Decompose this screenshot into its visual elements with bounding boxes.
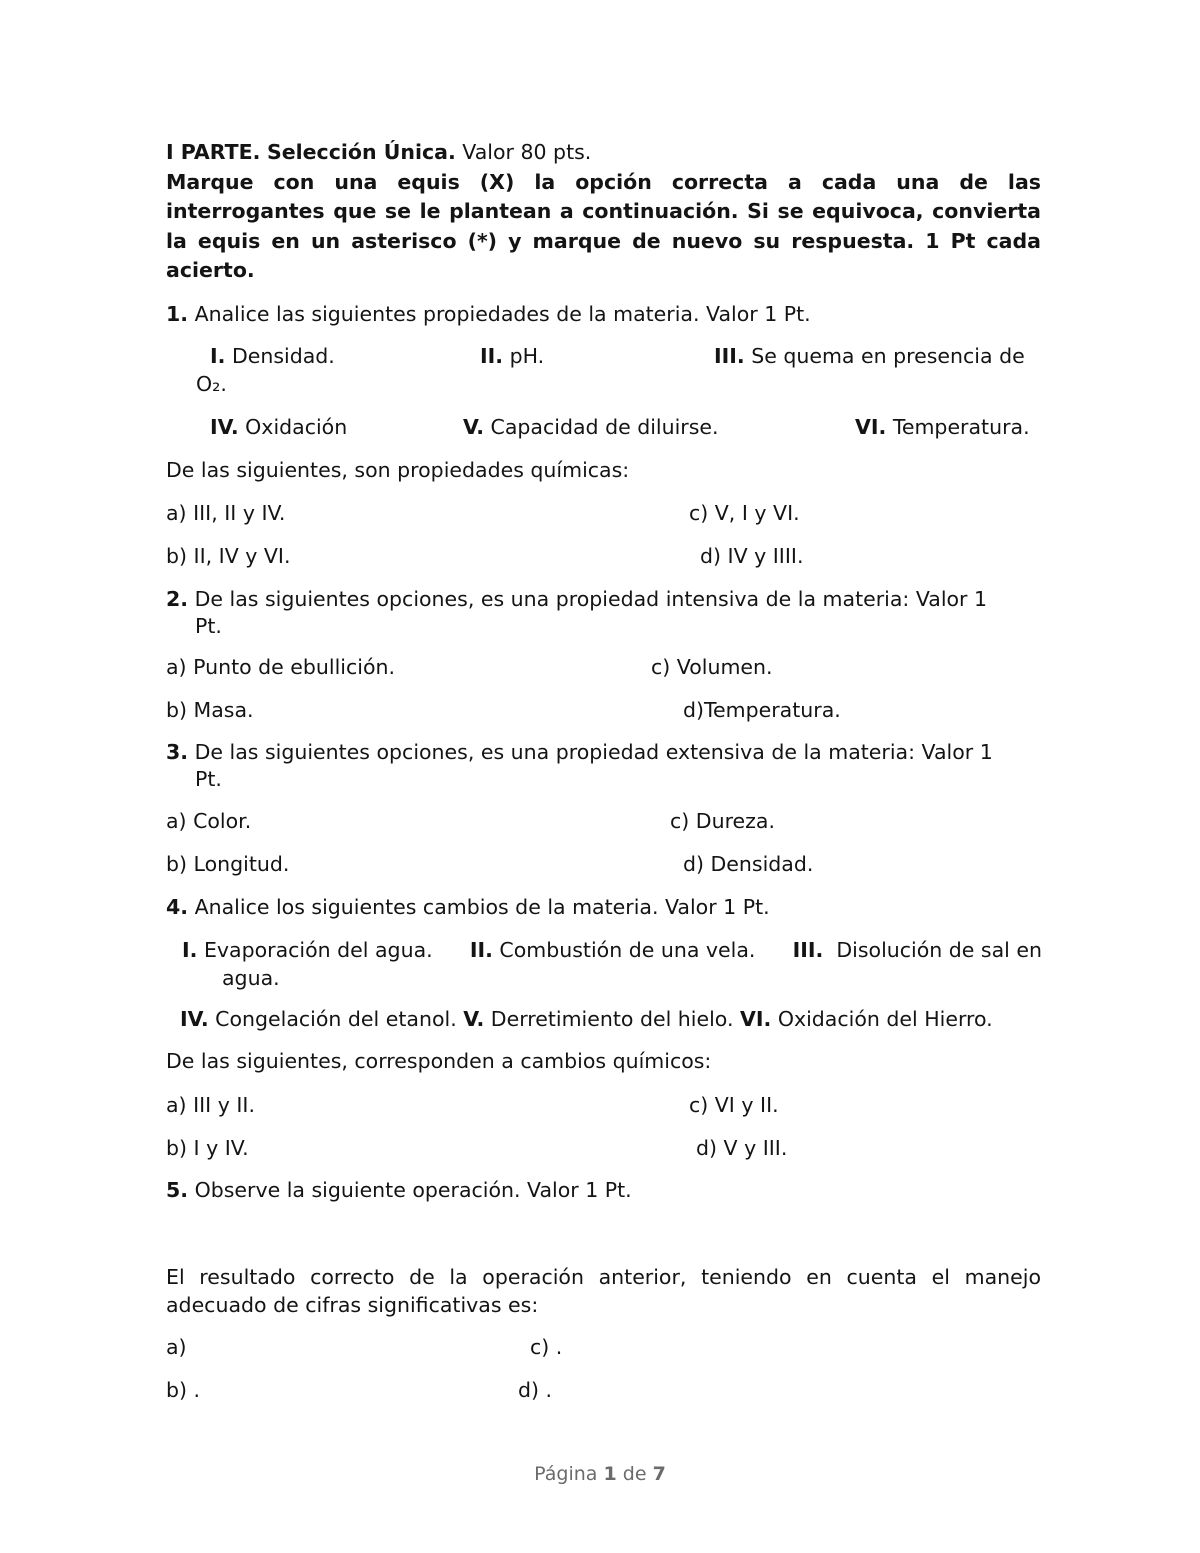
q4-option-b[interactable]: b) I y IV. [166,1136,249,1160]
item-numeral: VI. [855,415,887,439]
q4-items-row-1 [182,936,1042,965]
q4-option-a[interactable]: a) III y II. [166,1093,255,1117]
instructions-line-2: interrogantes que se le plantean a continuación. Si se equivoca, convierta [166,199,1041,223]
q5-result-line-2: adecuado de cifras significativas es: [166,1293,539,1317]
q1-item-2 [480,342,544,371]
q5-result-line-1: El resultado correcto de la operación anterior, teniendo en cuenta el manejo [166,1265,1041,1289]
question-5 [166,1176,632,1205]
q1-item-3-continuation: O₂. [196,372,227,396]
item-numeral: V. [463,1007,485,1031]
part-value: Valor 80 pts. [462,140,592,164]
question-number: 2. [166,587,189,611]
item-text: Oxidación [245,415,348,439]
part-heading [166,138,591,167]
page-footer [0,1463,1200,1485]
question-text: De las siguientes opciones, es una propiedad intensiva de la materia: Valor 1 [194,587,988,611]
item-text: Oxidación del Hierro. [777,1007,993,1031]
question-2-continuation: Pt. [195,614,222,638]
q3-option-b[interactable]: b) Longitud. [166,852,290,876]
question-text: Observe la siguiente operación. Valor 1 Pt. [194,1178,632,1202]
q4-items-row-2 [180,1005,993,1034]
q3-option-a[interactable]: a) Color. [166,809,252,833]
question-1 [166,300,811,329]
item-numeral: VI. [740,1007,772,1031]
part-type: Selección Única. [266,140,456,164]
q4-item-3-continuation: agua. [222,966,280,990]
q3-option-c[interactable]: c) Dureza. [670,809,775,833]
q1-item-3 [714,342,1025,371]
q1-item-5 [463,413,719,442]
instructions-line-4: acierto. [166,258,255,282]
q5-option-a[interactable]: a) [166,1335,187,1359]
q1-option-d[interactable]: d) IV y IIII. [700,544,804,568]
q4-item-6 [740,1007,993,1031]
part-label: I PARTE. [166,140,261,164]
q5-option-c[interactable]: c) . [530,1335,563,1359]
q1-item-6 [855,413,1030,442]
item-numeral: III. [792,938,824,962]
q5-option-b[interactable]: b) . [166,1378,201,1402]
question-text: Analice las siguientes propiedades de la materia. Valor 1 Pt. [194,302,811,326]
item-numeral: IV. [180,1007,209,1031]
instructions-line-1: Marque con una equis (X) la opción correcta a cada una de las [166,170,1041,194]
q5-option-d[interactable]: d) . [518,1378,553,1402]
footer-page-number: 1 [603,1463,617,1485]
item-text: Capacidad de diluirse. [490,415,719,439]
item-numeral: II. [480,344,504,368]
item-text: Se quema en presencia de [751,344,1025,368]
question-number: 1. [166,302,189,326]
q2-option-d[interactable]: d)Temperatura. [683,698,841,722]
q1-option-b[interactable]: b) II, IV y VI. [166,544,291,568]
q3-option-d[interactable]: d) Densidad. [683,852,814,876]
item-text: Derretimiento del hielo. [490,1007,734,1031]
question-number: 3. [166,740,189,764]
question-3-continuation: Pt. [195,767,222,791]
question-2 [166,585,987,614]
question-text: De las siguientes opciones, es una propiedad extensiva de la materia: Valor 1 [194,740,993,764]
question-number: 5. [166,1178,189,1202]
footer-label: Página [534,1463,598,1485]
question-text: Analice los siguientes cambios de la materia. Valor 1 Pt. [194,895,770,919]
question-4 [166,893,770,922]
item-text: Combustión de una vela. [499,938,756,962]
q2-option-c[interactable]: c) Volumen. [651,655,773,679]
q1-item-1 [210,342,335,371]
item-text: Congelación del etanol. [215,1007,457,1031]
q4-prompt: De las siguientes, corresponden a cambios químicos: [166,1049,712,1073]
q2-option-b[interactable]: b) Masa. [166,698,254,722]
question-number: 4. [166,895,189,919]
item-text: pH. [509,344,545,368]
item-numeral: III. [714,344,745,368]
footer-of: de [622,1463,647,1485]
q4-option-d[interactable]: d) V y III. [696,1136,788,1160]
item-numeral: I. [210,344,226,368]
q4-item-5 [463,1007,733,1031]
instructions-line-3: la equis en un asterisco (*) y marque de nuevo su respuesta. 1 Pt cada [166,229,1041,253]
q2-option-a[interactable]: a) Punto de ebullición. [166,655,396,679]
q1-prompt: De las siguientes, son propiedades químicas: [166,458,630,482]
q1-option-c[interactable]: c) V, I y VI. [689,501,800,525]
item-text: Densidad. [231,344,335,368]
item-text: Evaporación del agua. [203,938,433,962]
q4-item-3 [793,936,1042,965]
q1-item-4 [210,413,347,442]
question-3 [166,738,993,767]
item-numeral: I. [182,938,198,962]
q4-item-1 [182,936,433,965]
item-numeral: II. [469,938,493,962]
footer-total-pages: 7 [652,1463,666,1485]
q1-option-a[interactable]: a) III, II y IV. [166,501,286,525]
q4-option-c[interactable]: c) VI y II. [689,1093,779,1117]
item-numeral: IV. [210,415,239,439]
item-text: Disolución de sal en [836,938,1042,962]
item-numeral: V. [463,415,485,439]
q4-item-4 [180,1007,457,1031]
q4-item-2 [470,936,756,965]
item-text: Temperatura. [892,415,1030,439]
